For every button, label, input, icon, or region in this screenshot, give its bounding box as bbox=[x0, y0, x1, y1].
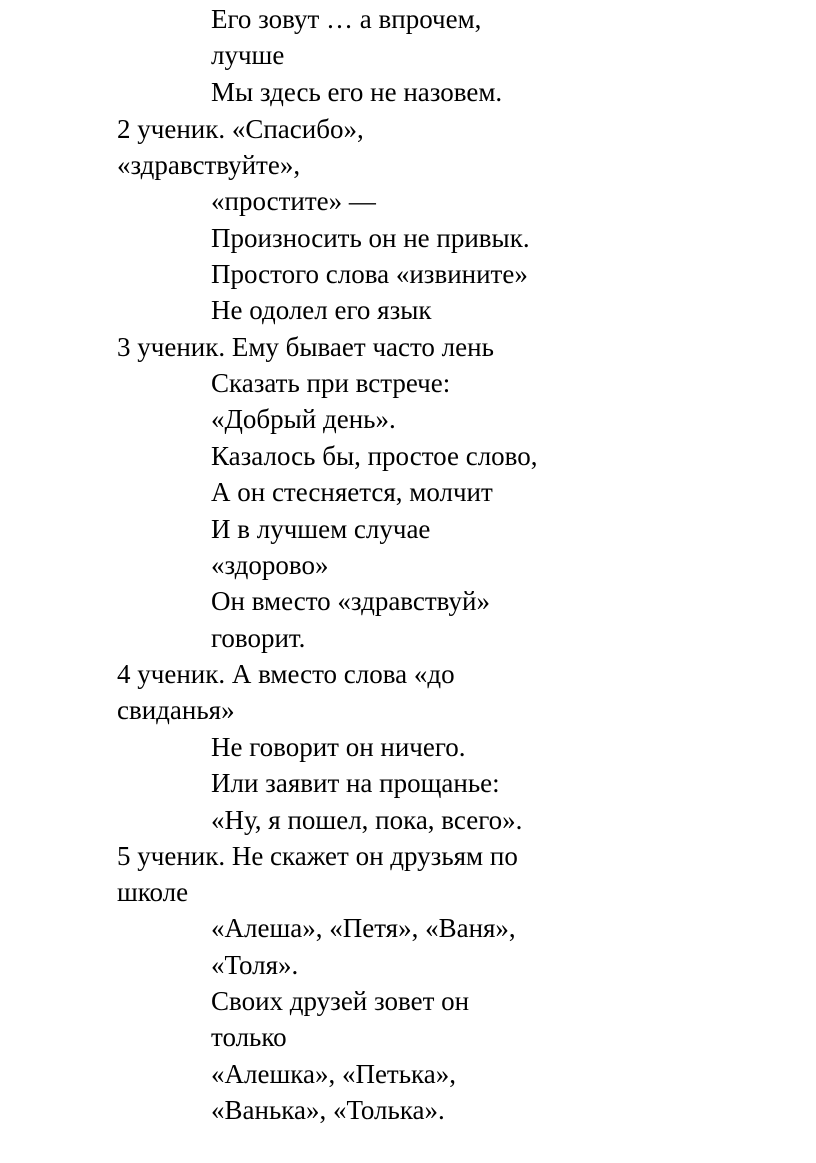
poem-line: Казалось бы, простое слово, bbox=[211, 441, 538, 471]
poem-line: Произносить он не привык. bbox=[211, 223, 530, 253]
speaker-line: 3 ученик. Ему бывает часто лень bbox=[117, 332, 494, 362]
poem-line: «Добрый день». bbox=[211, 404, 396, 434]
poem-line: Его зовут … а впрочем, bbox=[211, 4, 482, 34]
poem-line: школе bbox=[117, 877, 189, 907]
poem-line: Сказать при встрече: bbox=[211, 368, 451, 398]
poem-line: Мы здесь его не назовем. bbox=[211, 77, 503, 107]
poem-line: Или заявит на прощанье: bbox=[211, 768, 500, 798]
poem-line: «Толя». bbox=[211, 950, 299, 980]
poem-line: «Алешка», «Петька», bbox=[211, 1059, 456, 1089]
poem-line: Простого слова «извините» bbox=[211, 259, 528, 289]
speaker-line: 2 ученик. «Спасибо», bbox=[117, 114, 364, 144]
speaker-line: 5 ученик. Не скажет он друзьям по bbox=[117, 841, 518, 871]
poem-line: «Ванька», «Толька». bbox=[211, 1095, 445, 1125]
poem-line: «простите» — bbox=[211, 186, 376, 216]
poem-line: А он стесняется, молчит bbox=[211, 477, 493, 507]
poem-line: свиданья» bbox=[117, 695, 235, 725]
poem-line: говорит. bbox=[211, 623, 306, 653]
poem-line: «здорово» bbox=[211, 550, 329, 580]
poem-line: «Алеша», «Петя», «Ваня», bbox=[211, 913, 516, 943]
poem-line: И в лучшем случае bbox=[211, 514, 431, 544]
poem-line: «Ну, я пошел, пока, всего». bbox=[211, 805, 523, 835]
poem-line: «здравствуйте», bbox=[117, 150, 301, 180]
poem-line: лучше bbox=[211, 40, 285, 70]
poem-line: только bbox=[211, 1022, 287, 1052]
poem-line: Своих друзей зовет он bbox=[211, 986, 470, 1016]
poem-line: Не одолел его язык bbox=[211, 295, 432, 325]
poem-line: Не говорит он ничего. bbox=[211, 732, 466, 762]
speaker-line: 4 ученик. А вместо слова «до bbox=[117, 659, 455, 689]
poem-line: Он вместо «здравствуй» bbox=[211, 586, 490, 616]
